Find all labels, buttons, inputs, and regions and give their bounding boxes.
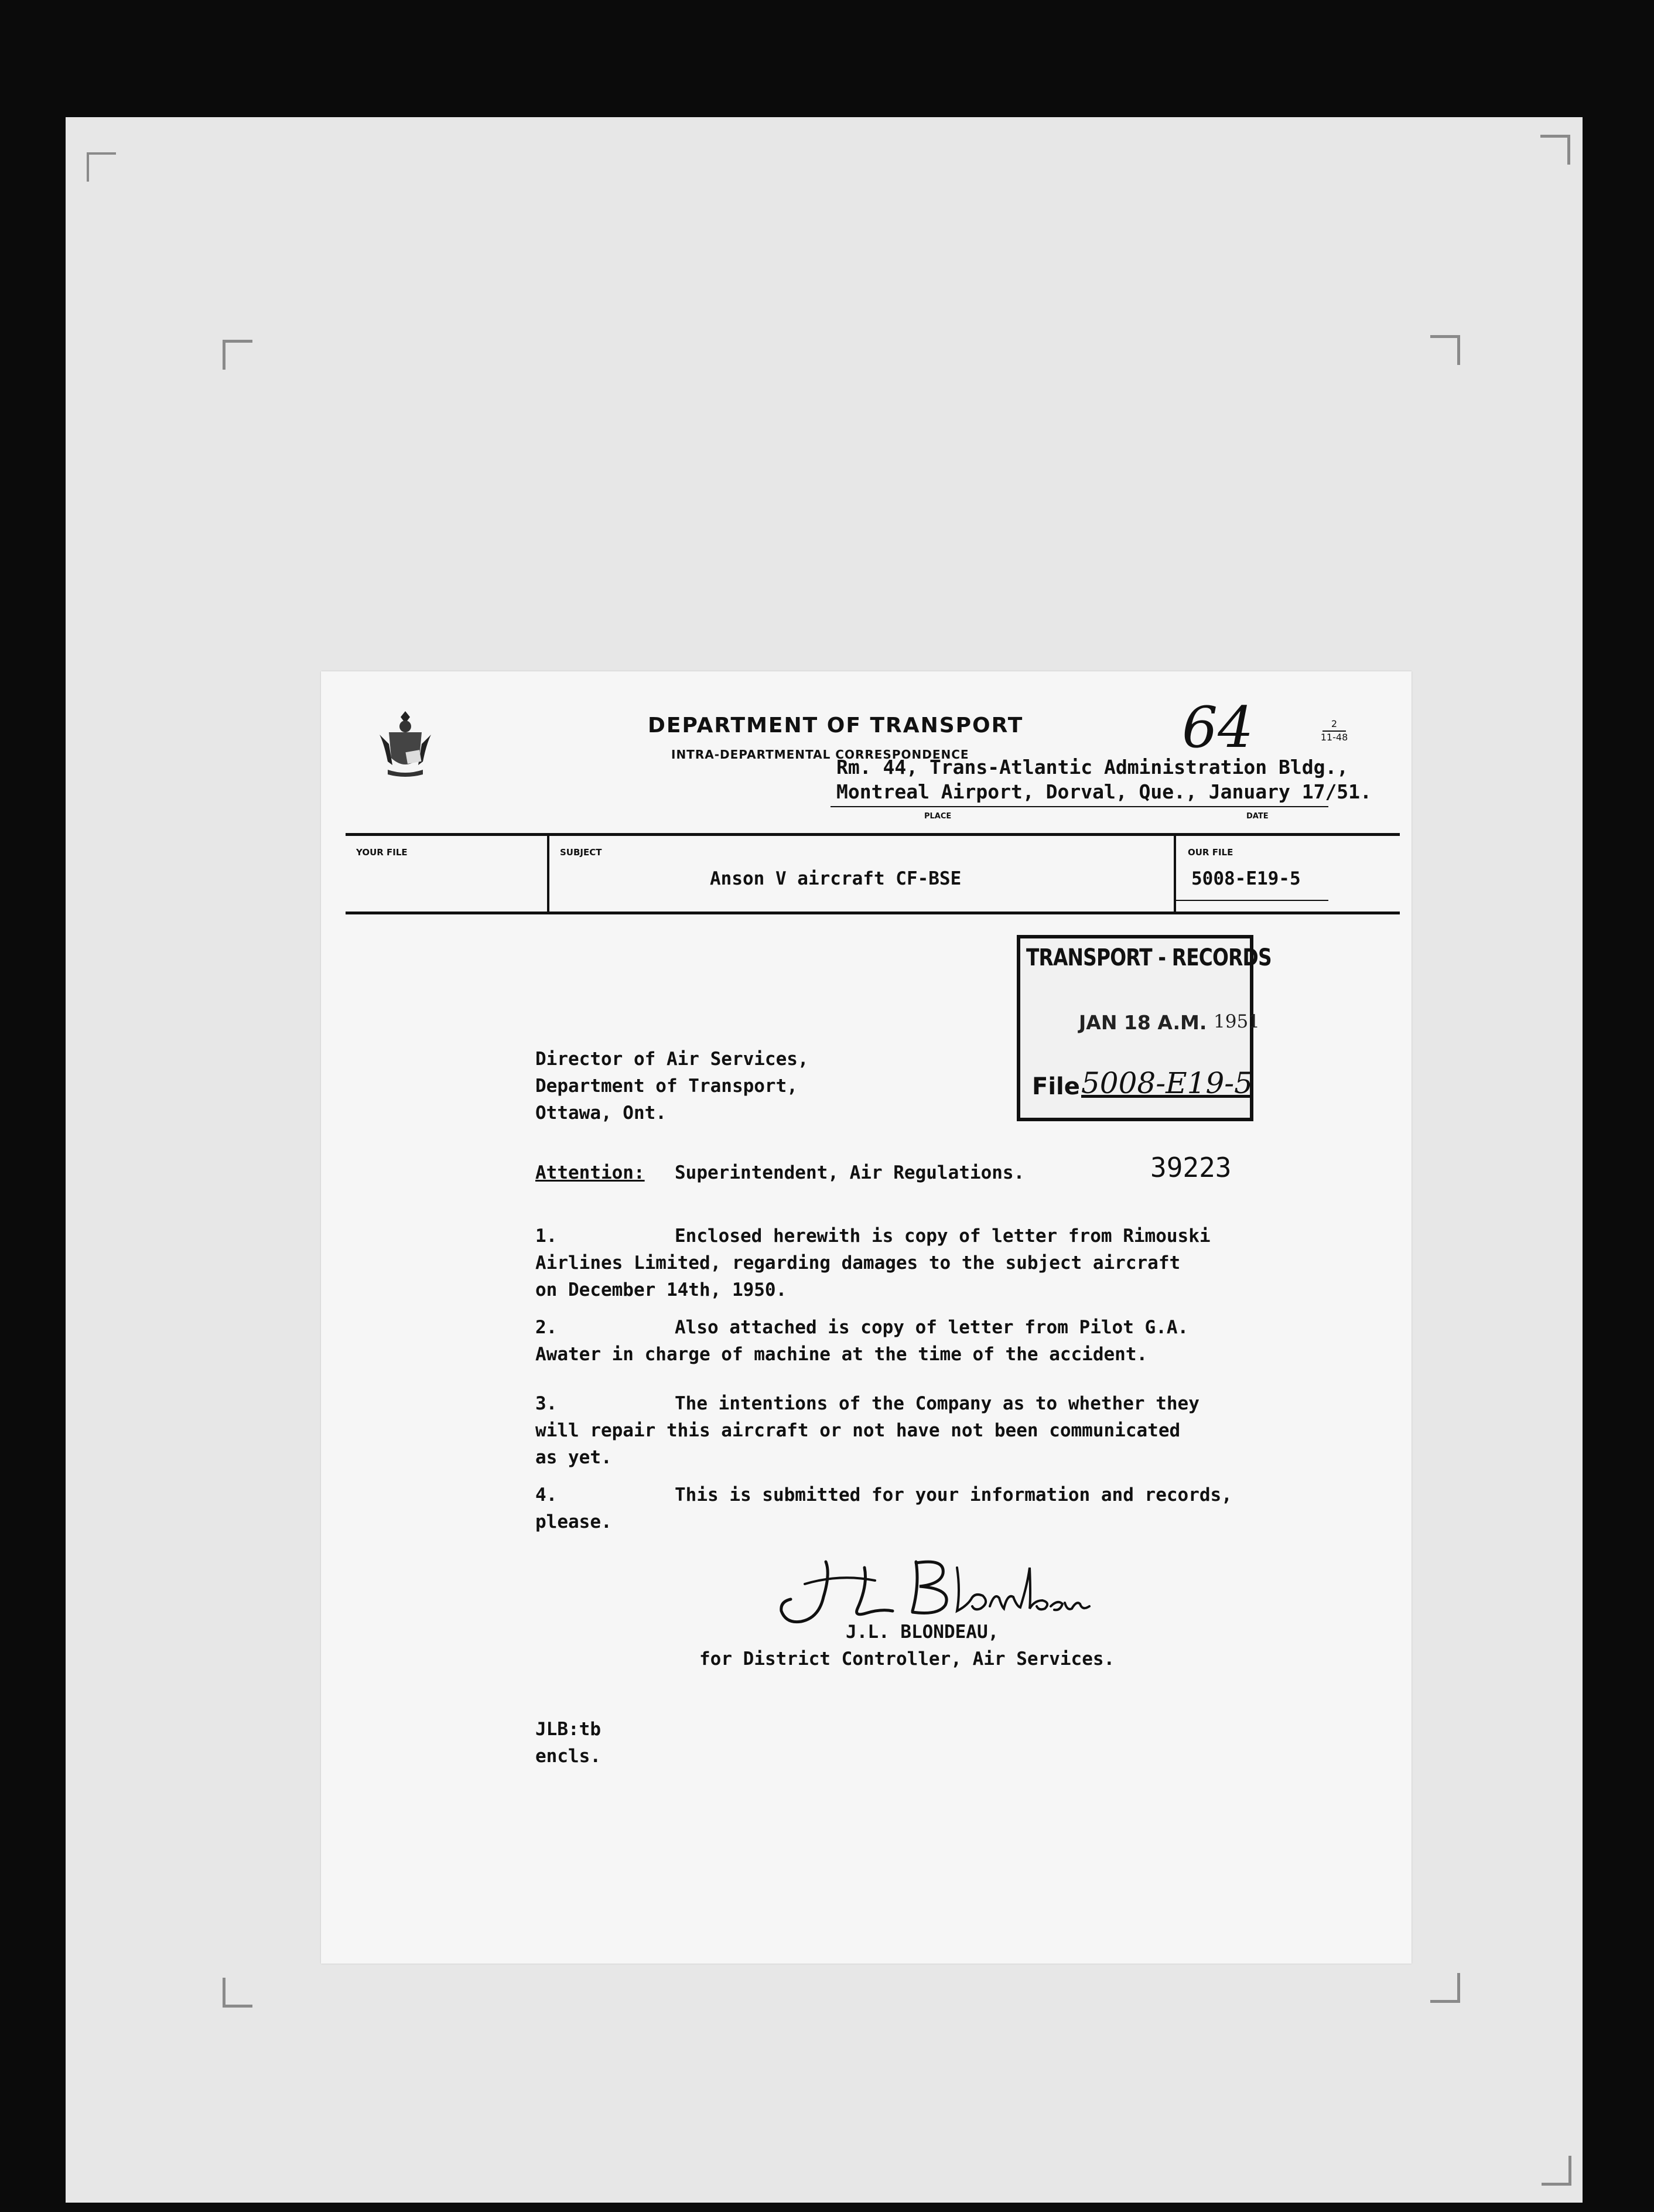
paragraph-4-line-1: This is submitted for your information and records, (675, 1484, 1232, 1506)
paragraph-3-number: 3. (535, 1393, 558, 1414)
department-title: DEPARTMENT OF TRANSPORT (648, 714, 1024, 738)
crop-mark-corner-top-right (1540, 135, 1570, 165)
letter-sheet (321, 671, 1412, 1964)
correspondence-subtitle: INTRA-DEPARTMENTAL CORRESPONDENCE (671, 747, 969, 762)
attention-text: Superintendent, Air Regulations. (675, 1162, 1025, 1183)
our-file-value: 5008-E19-5 (1191, 868, 1301, 889)
paragraph-3-line-3: as yet. (535, 1447, 612, 1468)
paragraph-2-line-1: Also attached is copy of letter from Pilot G.A. (675, 1317, 1189, 1338)
coat-of-arms-icon (376, 709, 435, 779)
subject-value: Anson V aircraft CF-BSE (710, 868, 962, 889)
paragraph-3-line-1: The intentions of the Company as to whether they (675, 1393, 1200, 1414)
signatory-name: J.L. BLONDEAU, (846, 1622, 999, 1643)
place-line-2: Montreal Airport, Dorval, Que., January 17/51. (836, 780, 1372, 803)
our-file-label: OUR FILE (1188, 847, 1233, 858)
addressee-line-1: Director of Air Services, (535, 1049, 809, 1070)
our-file-underline (1176, 900, 1328, 901)
stamp-file-label: File (1032, 1073, 1080, 1100)
date-label: DATE (1246, 812, 1269, 821)
paragraph-2-line-2: Awater in charge of machine at the time of the accident. (535, 1344, 1148, 1365)
crop-mark-top-left (223, 340, 252, 370)
paragraph-4-number: 4. (535, 1484, 558, 1506)
date-underline (1176, 806, 1328, 807)
addressee-line-2: Department of Transport, (535, 1076, 798, 1097)
attention-label: Attention: (535, 1162, 645, 1183)
register-number: 39223 (1150, 1152, 1232, 1183)
addressee-line-3: Ottawa, Ont. (535, 1102, 667, 1124)
paragraph-1-number: 1. (535, 1226, 558, 1247)
handwritten-page-number: 64 (1182, 695, 1254, 760)
form-code (1311, 718, 1358, 743)
paragraph-4-line-2: please. (535, 1511, 612, 1532)
typist-initials: JLB:tb (535, 1719, 601, 1740)
form-divider-2 (1174, 835, 1176, 913)
paragraph-2-number: 2. (535, 1317, 558, 1338)
stamp-date: JAN 18 A.M. (1079, 1011, 1207, 1034)
crop-mark-corner-bottom-right (1542, 2156, 1571, 2186)
place-label: PLACE (924, 812, 952, 821)
subject-label: SUBJECT (560, 847, 602, 858)
paragraph-1-line-3: on December 14th, 1950. (535, 1279, 787, 1300)
crop-mark-top-right (1430, 335, 1460, 365)
form-top-rule (346, 833, 1400, 836)
your-file-label: YOUR FILE (356, 847, 408, 858)
paragraph-3-line-2: will repair this aircraft or not have not been communicated (535, 1420, 1181, 1441)
enclosures-note: encls. (535, 1746, 601, 1767)
signatory-title: for District Controller, Air Services. (699, 1648, 1115, 1670)
stamp-header: TRANSPORT - RECORDS (1026, 944, 1272, 971)
stamp-year: 1951 (1214, 1011, 1260, 1032)
transport-records-stamp (1017, 935, 1272, 1121)
form-code-number: 2 (1331, 718, 1338, 729)
form-divider-1 (547, 835, 549, 913)
paragraph-1-line-1: Enclosed herewith is copy of letter from Rimouski (675, 1226, 1211, 1247)
place-line-1: Rm. 44, Trans-Atlantic Administration Bldg., (836, 756, 1349, 779)
paragraph-1-line-2: Airlines Limited, regarding damages to the subject aircraft (535, 1252, 1181, 1274)
crop-mark-bottom-left (223, 1978, 252, 2008)
stamp-file-number: 5008-E19-5 (1081, 1066, 1253, 1100)
crop-mark-corner-top-left (87, 152, 116, 182)
form-code-date: 11-48 (1320, 732, 1348, 743)
crop-mark-bottom-right (1430, 1973, 1460, 2003)
form-bottom-rule (346, 912, 1400, 914)
